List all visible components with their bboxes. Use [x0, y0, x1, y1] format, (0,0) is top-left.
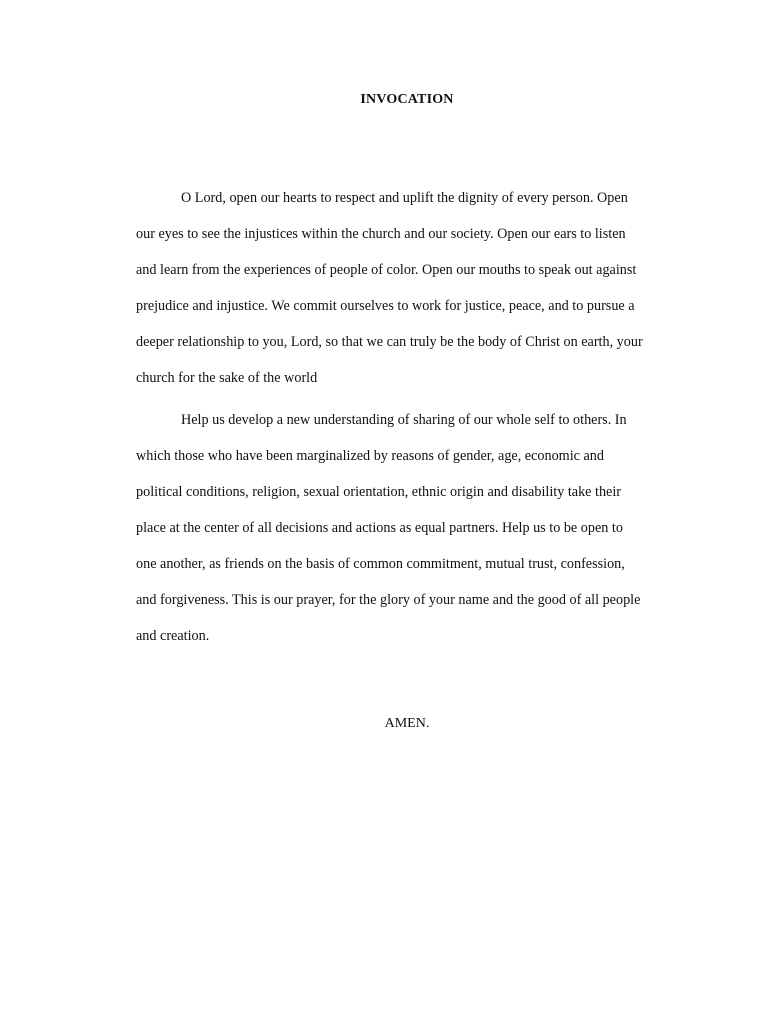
paragraph-2 — [136, 402, 677, 654]
text-line: place at the center of all decisions and actions as equal partners. Help us to be open to — [136, 520, 623, 536]
text-line: O Lord, open our hearts to respect and uplift the dignity of every person. Open — [181, 190, 628, 206]
text-line: Help us develop a new understanding of sharing of our whole self to others. In — [181, 412, 627, 428]
text-line: which those who have been marginalized by reasons of gender, age, economic and — [136, 448, 604, 464]
document-title: INVOCATION — [360, 92, 454, 107]
text-line: prejudice and injustice. We commit ourselves to work for justice, peace, and to pursue a — [136, 298, 635, 314]
text-line: political conditions, religion, sexual orientation, ethnic origin and disability take their — [136, 484, 622, 500]
text-line: and forgiveness. This is our prayer, for the glory of your name and the good of all people — [136, 592, 641, 608]
text-line: and learn from the experiences of people of color. Open our mouths to speak out against — [136, 262, 637, 278]
paragraph-1 — [136, 180, 677, 396]
text-line: deeper relationship to you, Lord, so that we can truly be the body of Christ on earth, your — [136, 334, 643, 350]
document-body — [136, 180, 677, 654]
text-line: one another, as friends on the basis of common commitment, mutual trust, confession, — [136, 556, 625, 572]
text-line: our eyes to see the injustices within the church and our society. Open our ears to listen — [136, 226, 626, 242]
text-line: church for the sake of the world — [136, 370, 318, 386]
closing-amen: AMEN. — [384, 716, 430, 731]
text-line: and creation. — [136, 628, 210, 644]
